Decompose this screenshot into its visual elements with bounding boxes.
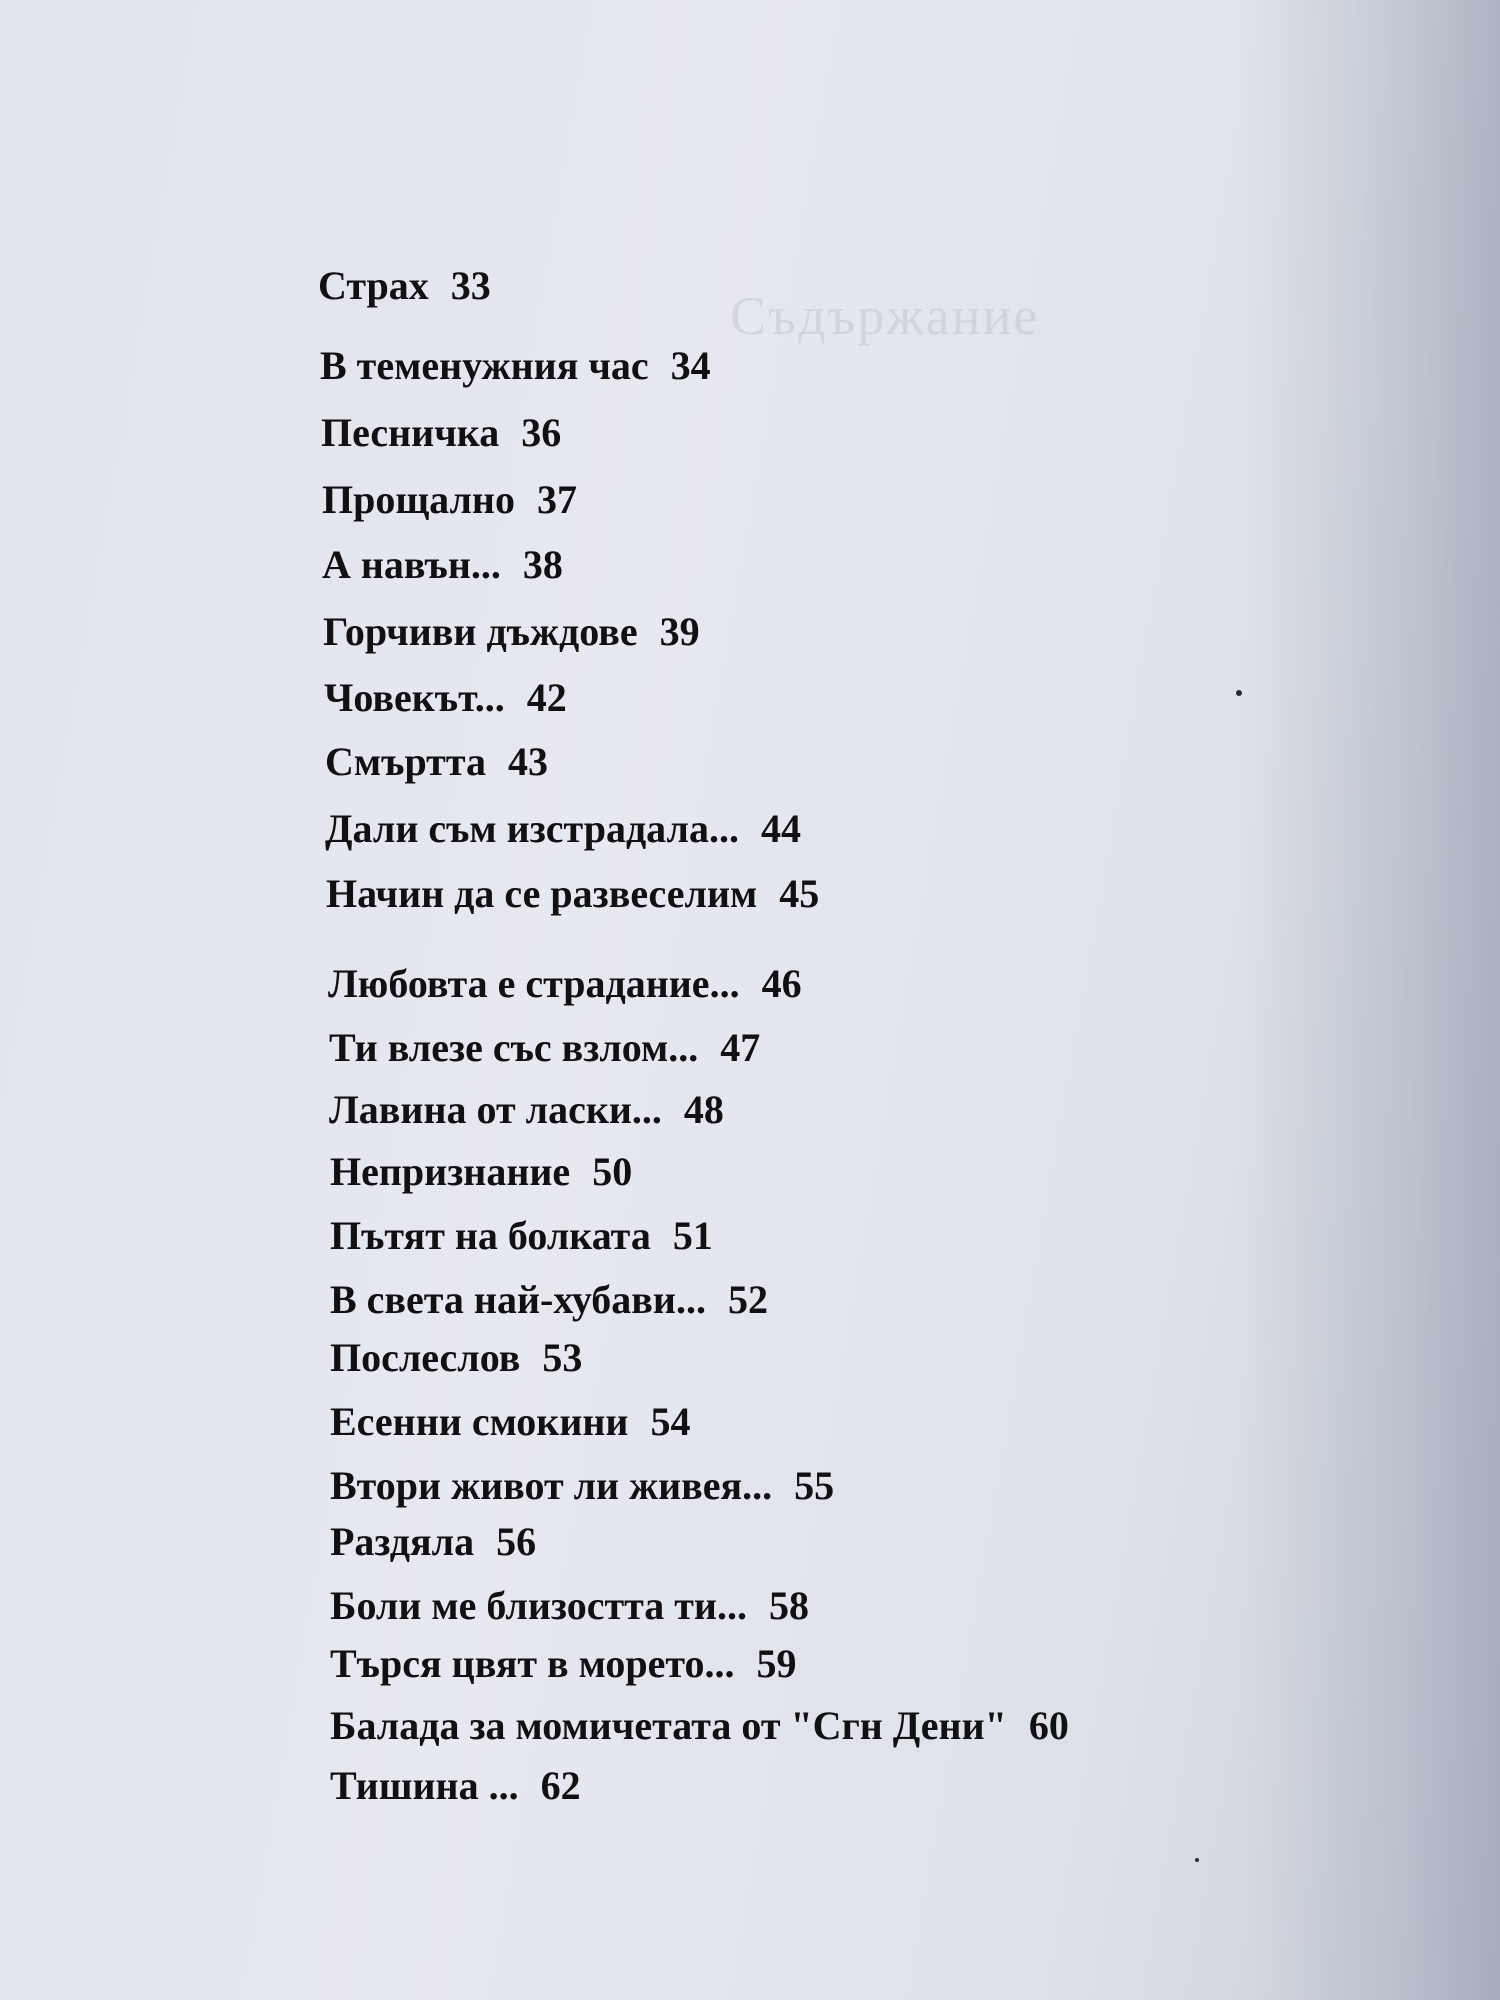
toc-entry-page: 58 [768,1583,809,1628]
toc-entry-page: 48 [683,1087,724,1132]
toc-entry-title: Смъртта [325,739,486,784]
toc-entry-page: 50 [592,1149,633,1194]
toc-entry-title: Човекът... [324,675,505,720]
toc-entry-title: Тишина ... [330,1763,519,1808]
toc-entry [330,1702,1069,1749]
toc-entry-page: 55 [794,1463,835,1508]
toc-entry-title: Любовта е страдание... [328,961,740,1006]
toc-entry-title: А навън... [322,542,501,587]
toc-entry [325,738,548,785]
toc-entry-page: 34 [670,343,711,388]
toc-entry [330,1276,768,1323]
toc-entry [318,262,491,309]
toc-entry-title: Горчиви дъждове [323,609,638,654]
toc-entry-title: Есенни смокини [330,1399,629,1444]
toc-entry-title: Послеслов [330,1335,521,1380]
toc-entry-page: 52 [727,1277,768,1322]
toc-entry [320,342,711,389]
toc-entry-title: Пътят на болката [330,1213,651,1258]
toc-entry [322,541,563,588]
toc-entry [329,1024,760,1071]
toc-entry-title: Страх [318,263,429,308]
toc-entry [329,1086,724,1133]
toc-entry-title: Търся цвят в морето... [330,1641,735,1686]
toc-entry [330,1762,581,1809]
toc-entry-page: 44 [760,806,801,851]
toc-entry-page: 38 [522,542,563,587]
toc-entry-page: 47 [720,1025,761,1070]
toc-entry-title: Боли ме близостта ти... [330,1583,747,1628]
toc-entry-page: 33 [450,263,491,308]
toc-entry [328,960,802,1007]
toc-entry-page: 59 [756,1641,797,1686]
toc-entry [330,1582,809,1629]
toc-entry-title: Прощално [322,477,515,522]
toc-entry-title: Дали съм изстрадала... [325,806,739,851]
toc-entry [330,1462,834,1509]
toc-entry-title: Втори живот ли живея... [330,1463,773,1508]
toc-entry-title: Лавина от ласки... [329,1087,662,1132]
toc-entry-title: Начин да се развеселим [326,871,758,916]
toc-entry [330,1518,536,1565]
toc-entry-page: 54 [650,1399,691,1444]
toc-entry-title: В света най-хубави... [330,1277,706,1322]
toc-entry [330,1398,690,1445]
toc-entry [324,674,567,721]
toc-entry [330,1334,582,1381]
toc-entry [330,1148,632,1195]
bleed-through-heading: Съдържание [730,286,1040,346]
toc-entry-page: 60 [1028,1703,1069,1748]
toc-entry-title: Ти влезе със взлом... [329,1025,699,1070]
toc-entry [330,1212,713,1259]
toc-entry-page: 45 [779,871,820,916]
toc-entry [325,805,801,852]
toc-entry-page: 39 [659,609,700,654]
toc-entry-page: 42 [526,675,567,720]
toc-entry-title: Балада за момичетата от "Сгн Дени" [330,1703,1007,1748]
toc-entry-title: Песничка [321,410,500,455]
toc-entry-title: В теменужния час [320,343,649,388]
toc-entry [326,870,819,917]
toc-entry-page: 37 [536,477,577,522]
toc-entry-page: 51 [672,1213,713,1258]
toc-entry-page: 53 [542,1335,583,1380]
paper-speck [1195,1858,1199,1862]
toc-entry-page: 46 [761,961,802,1006]
toc-entry [321,409,561,456]
toc-entry [322,476,577,523]
toc-entry-page: 43 [507,739,548,784]
paper-speck [1236,690,1242,696]
toc-entry-page: 56 [496,1519,537,1564]
toc-entry-title: Непризнание [330,1149,571,1194]
toc-entry [323,608,700,655]
toc-entry-title: Раздяла [330,1519,475,1564]
toc-entry-page: 36 [521,410,562,455]
toc-entry-page: 62 [540,1763,581,1808]
toc-entry [330,1640,797,1687]
